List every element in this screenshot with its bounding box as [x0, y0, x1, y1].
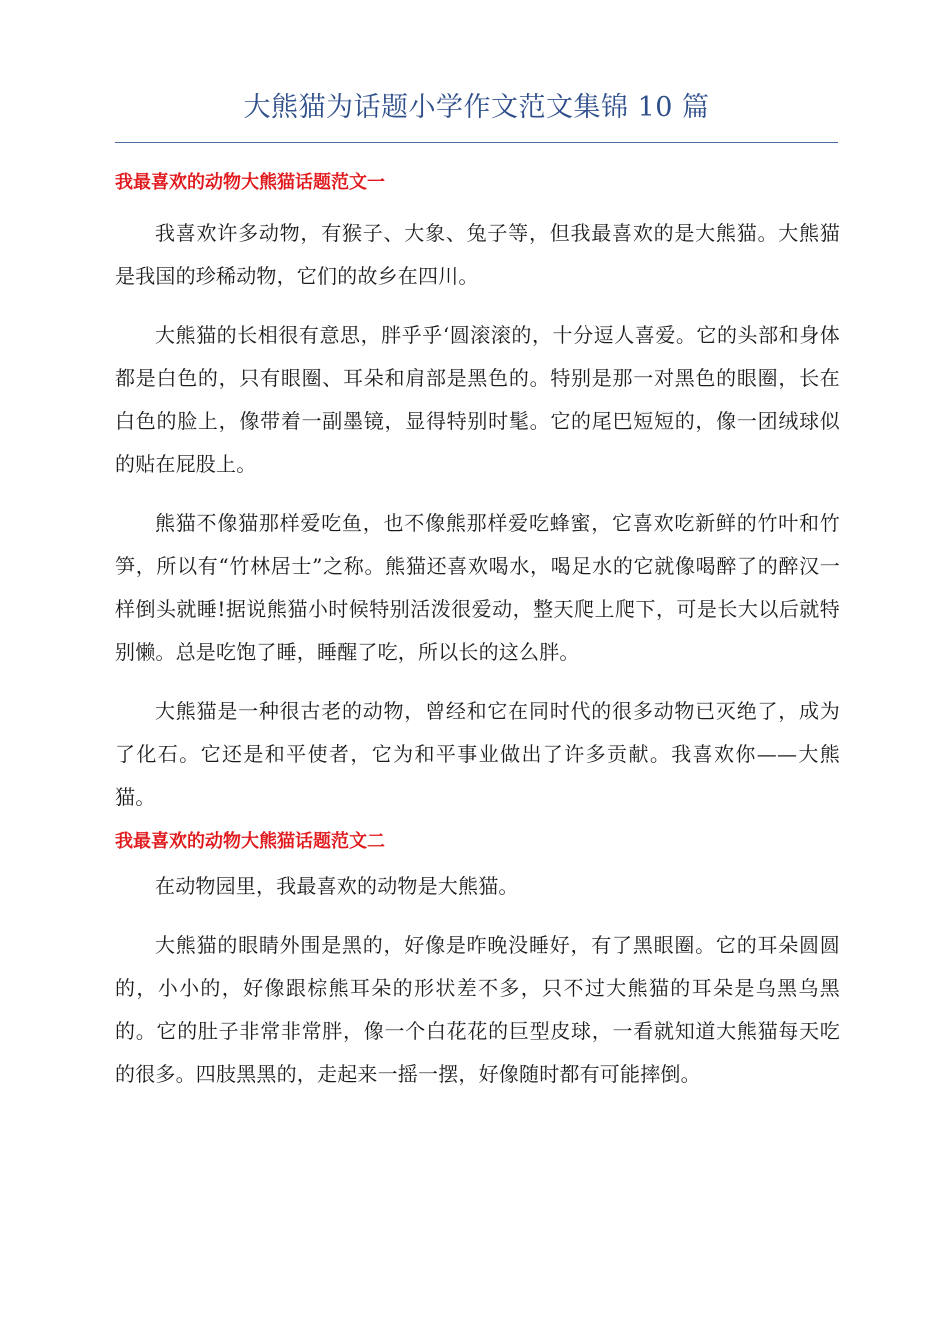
document-body: [115, 168, 840, 1096]
document-title: 大熊猫为话题小学作文范文集锦 10 篇: [243, 92, 710, 123]
paragraph: 在动物园里，我最喜欢的动物是大熊猫。: [155, 874, 519, 898]
section-heading-2: 我最喜欢的动物大熊猫话题范文二: [115, 831, 385, 852]
paragraph: 大熊猫的眼睛外围是黑的，好像是昨晚没睡好，有了黑眼圈。它的耳朵圆圆的，小小的，好像跟棕熊耳朵的形状差不多，只不过大熊猫的耳朵是乌黑乌黑的。它的肚子非常非常胖，像一个白花花的巨型皮球，一看就知道大熊猫每天吃的很多。四肢黑黑的，走起来一摇一摆，好像随时都有可能摔倒。: [115, 933, 840, 1086]
paragraph: 大熊猫的长相很有意思，胖乎乎‘圆滚滚的，十分逗人喜爱。它的头部和身体都是白色的，只有眼圈、耳朵和肩部是黑色的。特别是那一对黑色的眼圈，长在白色的脸上，像带着一副墨镜，显得特别时髦。它的尾巴短短的，像一团绒球似的贴在屁股上。: [115, 323, 840, 476]
paragraph: 大熊猫是一种很古老的动物，曾经和它在同时代的很多动物已灭绝了，成为了化石。它还是和平使者，它为和平事业做出了许多贡献。我喜欢你——大熊猫。: [115, 699, 840, 809]
paragraph: 熊猫不像猫那样爱吃鱼，也不像熊那样爱吃蜂蜜，它喜欢吃新鲜的竹叶和竹笋，所以有“竹林居士”之称。熊猫还喜欢喝水，喝足水的它就像喝醉了的醉汉一样倒头就睡!据说熊猫小时候特别活泼很爱动，整天爬上爬下，可是长大以后就特别懒。总是吃饱了睡，睡醒了吃，所以长的这么胖。: [115, 511, 840, 664]
paragraph: 我喜欢许多动物，有猴子、大象、兔子等，但我最喜欢的是大熊猫。大熊猫是我国的珍稀动物，它们的故乡在四川。: [115, 221, 840, 288]
title-divider: [115, 142, 838, 143]
section-heading-1: 我最喜欢的动物大熊猫话题范文一: [115, 172, 385, 193]
